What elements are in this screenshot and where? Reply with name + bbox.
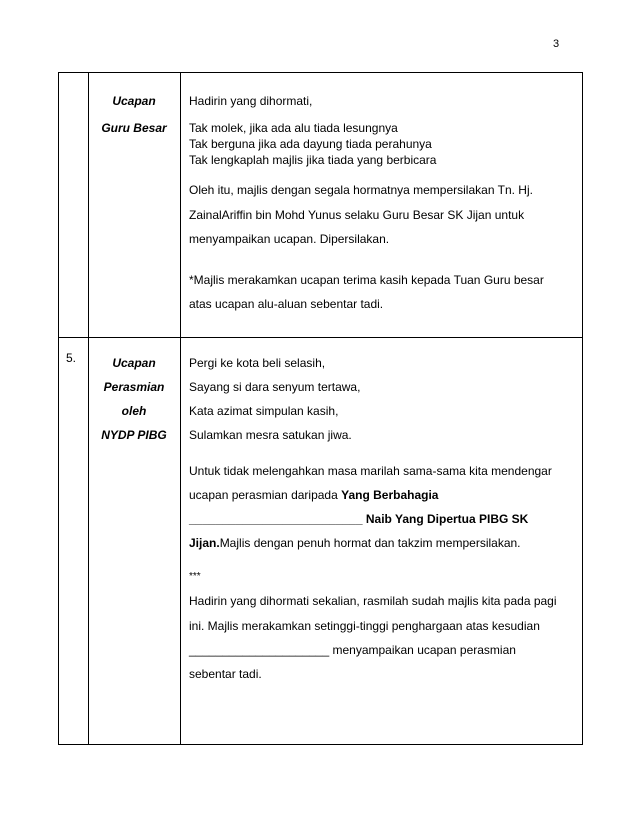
table-border-left xyxy=(58,72,59,745)
row-2-number: 5. xyxy=(66,351,77,365)
pantun-line: Tak molek, jika ada alu tiada lesungnya xyxy=(189,121,398,135)
pantun-line: Sayang si dara senyum tertawa, xyxy=(189,380,361,394)
invite-text: Majlis dengan penuh hormat dan takzim mempersilakan. xyxy=(219,536,521,550)
invite-line: Untuk tidak melengahkan masa marilah sama-sama kita mendengar xyxy=(189,464,552,478)
label-line: NYDP PIBG xyxy=(101,428,167,442)
closing-line: sebentar tadi. xyxy=(189,667,262,681)
invite-line: Oleh itu, majlis dengan segala hormatnya mempersilakan Tn. Hj. xyxy=(189,183,533,197)
invite-bold-text: Jijan. xyxy=(189,536,220,550)
pantun-line: Sulamkan mesra satukan jiwa. xyxy=(189,428,352,442)
label-line: Ucapan xyxy=(112,94,156,108)
invite-bold-text: __________________________ Naib Yang Dipertua PIBG SK xyxy=(189,512,529,526)
invite-line xyxy=(189,512,528,526)
table-border-top xyxy=(58,72,583,73)
label-line: Ucapan xyxy=(112,356,156,370)
row-1-greeting: Hadirin yang dihormati, xyxy=(189,94,313,108)
table-border-bottom xyxy=(58,744,583,745)
invite-line xyxy=(189,536,521,550)
label-line: Guru Besar xyxy=(101,121,167,135)
label-line: Perasmian xyxy=(103,380,165,394)
pantun-line: Pergi ke kota beli selasih, xyxy=(189,356,326,370)
table-row-divider xyxy=(58,337,583,338)
invite-line: menyampaikan ucapan. Dipersilakan. xyxy=(189,232,390,246)
table-border-right xyxy=(582,72,583,745)
invite-line: ZainalAriffin bin Mohd Yunus selaku Guru Besar SK Jijan untuk xyxy=(189,208,525,222)
label-line: oleh xyxy=(121,404,147,418)
pantun-line: Tak lengkaplah majlis jika tiada yang berbicara xyxy=(189,153,437,167)
pantun-line: Tak berguna jika ada dayung tiada perahunya xyxy=(189,137,432,151)
invite-text: ucapan perasmian daripada xyxy=(189,488,342,502)
row-2-label xyxy=(88,356,180,446)
thanks-line: *Majlis merakamkan ucapan terima kasih kepada Tuan Guru besar xyxy=(189,273,544,287)
closing-line: Hadirin yang dihormati sekalian, rasmilah sudah majlis kita pada pagi xyxy=(189,594,557,608)
closing-line: ini. Majlis merakamkan setinggi-tinggi penghargaan atas kesudian xyxy=(189,619,540,633)
pantun-line: Kata azimat simpulan kasih, xyxy=(189,404,339,418)
thanks-line: atas ucapan alu-aluan sebentar tadi. xyxy=(189,297,384,311)
row-1-label xyxy=(88,94,180,154)
table-col-divider-2 xyxy=(180,72,181,745)
page-number: 3 xyxy=(553,38,560,50)
invite-line xyxy=(189,488,438,502)
stars: *** xyxy=(189,571,201,582)
invite-bold-text: Yang Berbahagia xyxy=(341,488,439,502)
closing-line: _____________________ menyampaikan ucapan perasmian xyxy=(189,643,516,657)
